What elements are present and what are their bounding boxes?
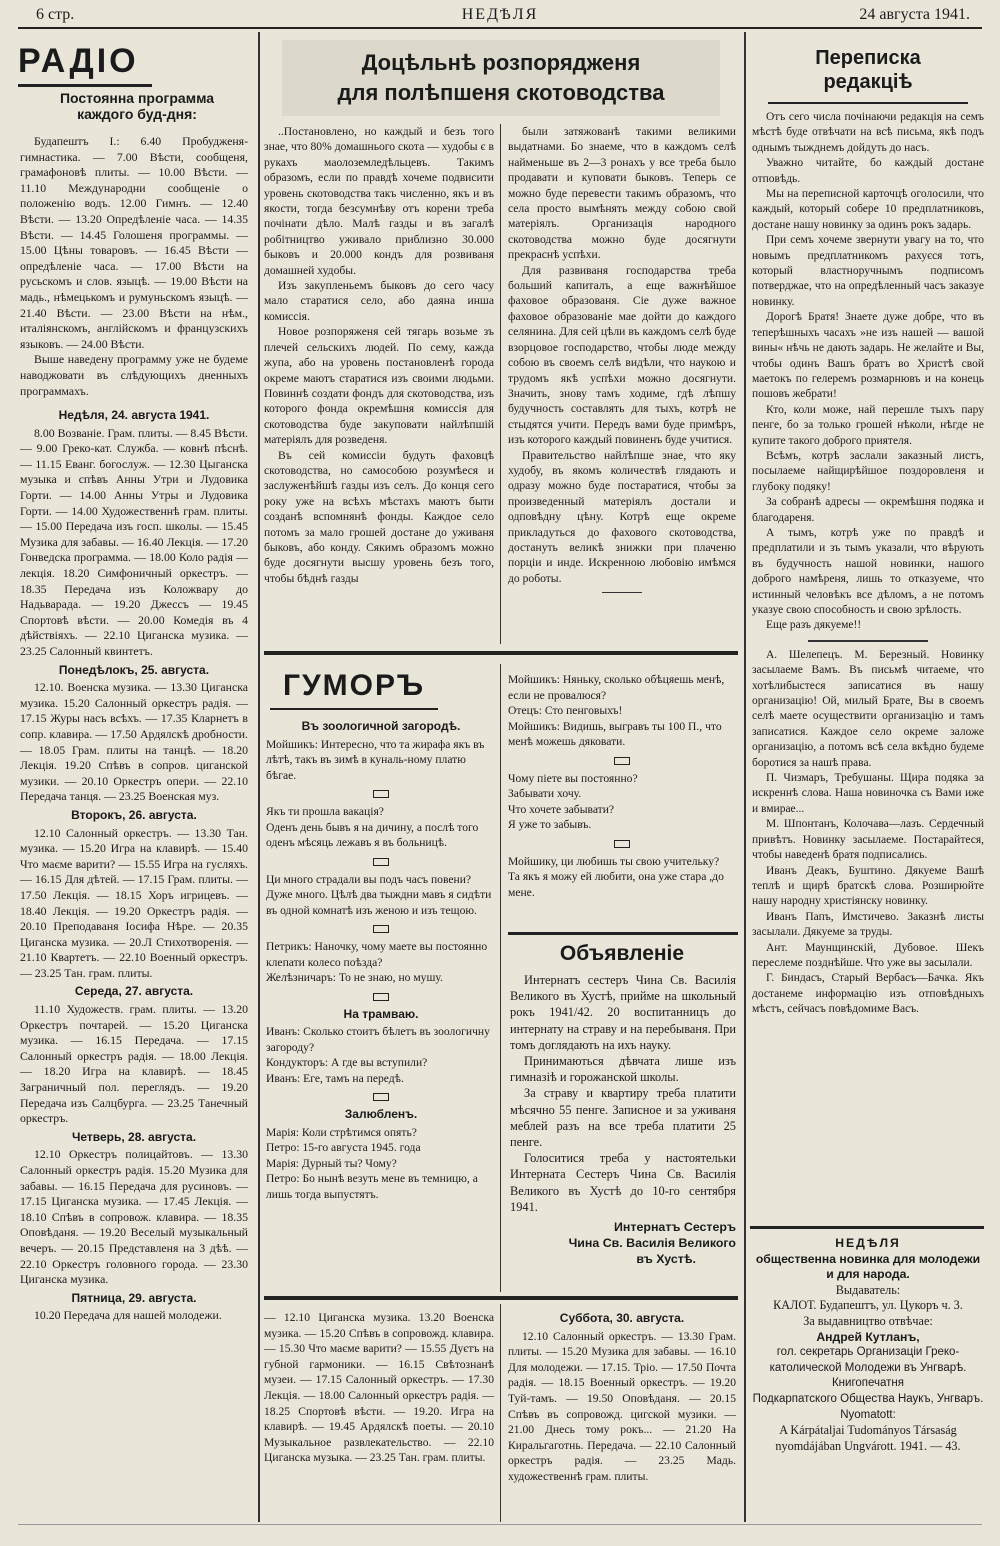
imprint-resp-label: За выдавництво отвѣчае: <box>803 1313 933 1328</box>
humor-title-box <box>270 664 438 710</box>
article-title-box <box>282 40 720 116</box>
humor-line: Якъ ти прошла вакація? <box>266 805 384 818</box>
humor-column-left <box>266 716 496 1202</box>
humor-line: Забывати хочу. <box>508 787 582 800</box>
letters-reply: Г. Биндасъ, Старый Вербасъ—Бачка. Якъ достанеме информацію изъ отповѣдныхъ мѣстъ, сейчасъ повѣдомиме Васъ. <box>752 972 984 1016</box>
radio-subtitle <box>30 90 244 122</box>
radio-subtitle-line1: Постоянна программа <box>59 90 215 106</box>
radio-day-program: 8.00 Возванiе. Грам. плиты. — 8.45 Вѣсти. — 9.00 Греко-кат. Служба. — ковнѣ пѣснѣ. — 11.15 Еванг. богослуж. — 12.30 Цыганска музыка и спѣвъ Анны Утри и Лудовика Горти. — 14.00 Анны Утры и Лудовика Горти. — 14.00 Художественнѣ грам. плиты. — 15.00 Передача изъ госп. школы. — 15.45 Музика для забавы. — 16.40 Лекція. — 17.20 Гонведска программа. — 18.00 Коло радія — лекція. 18.20 Симфоничный оркестръ. — 18.35 Передача изъ Коложвару до Надьварада. — 19.20 Джессъ — 19.45 Спортовѣ вѣсти. — 20.00 Комедія въ 4 дѣйствіяхъ. — 22.10 Циганска музика. — 23.25 Салонный квинтетъ. <box>20 425 248 658</box>
humor-line: Кондукторъ: А где вы вступили? <box>266 1056 428 1069</box>
separator-icon <box>373 790 389 798</box>
letters-paragraph: А тымъ, котрѣ уже по правдѣ и предплатили и зъ тымъ указали, что вѣрують въ будучность нашой новинки, нашого доброго намѣреня, лишь то отказуеме, что истинный человѣкъ все дѣломъ, а не потомъ указуе свою способность и свою зрѣлость. <box>752 526 984 616</box>
radio-continuation-right <box>508 1308 736 1485</box>
letters-paragraph: Мы на переписной карточцѣ оголосили, что каждый, который собере 10 предплатниковъ, достане нашу новинку за одинъ рокъ задарь. <box>752 188 984 231</box>
humor-line: Что хочете забывати? <box>508 802 615 816</box>
article-title-line2: для полѣпшеня скотоводства <box>337 80 665 105</box>
humor-line: Марія: Коли стрѣтимся опять? <box>266 1125 417 1139</box>
radio-title: РАДІО <box>18 42 139 80</box>
page-bottom-edge <box>18 1524 982 1525</box>
page-header <box>18 4 982 26</box>
announcement-paragraph: Голоситися треба у настоятельки Интерната Сестеръ Чина Св. Василія Великого въ Хустѣ до 10-го сентября 1941. <box>510 1151 736 1214</box>
announcement-body <box>510 972 736 1268</box>
humor-line: Дуже много. Цѣлѣ два тыждни мавъ я сидѣти въ одной комнатѣ изъ женою и изъ тещою. <box>266 888 492 917</box>
letters-paragraph: Кто, коли може, най перешле тыхъ пару пенге, бо за только грошей нѣколи, нѣгде не купите такого доброго приятеля. <box>752 403 984 447</box>
article-paragraph: были затяжованѣ такими великими выдатнами. Бо знаеме, что в каждомъ селѣ найменьше въ 2—3 ронахъ у все треба было продавати и куповати быковъ. Теперь се можно буде перевести такимъ образомъ, что села просто вымѣнять между собою свой матеріялъ. Организація народного скотоводства можно буде досягнути прекраснѣ успѣхи. <box>508 125 736 262</box>
imprint-title: НЕДѢЛЯ <box>835 1236 901 1250</box>
humor-line: Иванъ: Сколько стоитъ бѣлетъ въ зоологичну загороду? <box>266 1025 490 1054</box>
letters-reply: П. Чизмаръ, Требушаны. Щира подяка за искреннѣ слова. Наша новиночка съ Вами иже и вмираe... <box>752 772 984 815</box>
imprint-subtitle: общественна новинка для молодежи и для народа. <box>755 1251 981 1282</box>
radio-day-program: 12.10 Салонный оркестръ. — 13.30 Грам. плиты. — 15.20 Музика для забавы. — 16.10 Для молодежи. — 17.15. Тріо. — 17.50 Почта радія. — 18.15 Военный оркестръ. — 19.20 Туй-тамъ. — 19.50 Оповѣданя. — 20.15 Спѣвъ въ сопровожд. цигской музики. — 21.00 Днесь тому рокъ... — 21.20 На Киральгаготнь. Передача. — 22.10 Салонный оркестръ радія. — 23.25 Мадь. художественнѣ грам. плиты. <box>508 1329 736 1483</box>
radio-day-program: 11.10 Художеств. грам. плиты. — 13.20 Оркестръ почтарей. — 15.20 Циганска музика. — 16.15 Передача. — 17.15 Салонный оркестръ радія. — 18.00 Лекція. — 18.20 Игра на клавирѣ. — 18.45 Заграничный пол. переглядъ. — 19.20 Передача изъ Салцбурга. — 23.25 Танечный оркестръ. <box>20 1002 248 1126</box>
imprint-printer-label: Книгопечатня <box>831 1377 905 1390</box>
separator-icon <box>373 1093 389 1101</box>
article-end-rule <box>602 592 642 593</box>
radio-day-title: Четверь, 28. августа. <box>71 1129 197 1144</box>
radio-subtitle-line2: каждого буд-дня: <box>77 106 197 122</box>
letters-reply: М. Шпонтанъ, Колочава—лазъ. Сердечный привѣтъ. Новинку засылаеме. Постарайтеся, чтобы наведенѣ братя подписались. <box>752 818 984 862</box>
humor-line: Петро: 15-го августа 1945. года <box>266 1141 421 1154</box>
announcement-title: Объявленіе <box>559 942 685 965</box>
humor-line: Я уже то забывъ. <box>508 818 592 831</box>
humor-line: Мойшикъ: Интересно, что та жирафа якъ въ лѣтѣ, такъ въ зимѣ в куналь-ному платю бѣгае. <box>266 737 485 782</box>
humor-title: ГУМОРЪ <box>282 669 426 702</box>
letters-paragraph: При семъ хочеме звернути увагу на то, что новымъ предплатникомъ рахуєся тотъ, который властноручнымъ подписомъ потверджае, что на опредѣленный часъ заказуе новинку. <box>752 234 984 308</box>
humor-section-title: Въ зоологичной загородѣ. <box>301 719 461 733</box>
article-paragraph: Правительство найлѣпше знае, что яку худобу, въ якомъ количествѣ глядають и одразу можно буде постаратися, чтобы за произведенный матеріялъ достали и одповѣдну цѣну. Котрѣ еще окреме прикладуться до фахового скотоводства, достануть великѣ знижки при плаченю порціи и инде. Искренною любовію имѣмся до роботы. <box>508 448 736 585</box>
separator-icon <box>373 925 389 933</box>
imprint-nyomatott-label: Nyomatott: <box>840 1408 896 1421</box>
humor-column-divider <box>500 664 501 1292</box>
article-paragraph: ..Постановлено, но каждый и безъ того знае, что 80% домашнього скота — худобы є в рукахъ маолоземледѣльцевъ. Такимъ образомъ, если по правдѣ хочеме подвисити уровень скотоводства такъ численно, якъ и въ якости, тогда безсумнѣву отъ корени треба почінати дѣло. Малѣ газды и въ загалѣ робітництво уживало приблизно 30.000 быковъ и 20.000 кондъ для розвиваня домашней худобы. <box>264 125 494 277</box>
newspaper-title: НЕДѢЛЯ <box>461 6 539 23</box>
imprint-publisher: КАЛОТ. Будапештъ, ул. Цукоръ ч. 3. <box>773 1298 963 1313</box>
radio-title-box <box>18 40 152 87</box>
radio-weekday-note: Выше наведену программу уже не будеме наводжовати въ слѣдующихъ дненныхъ программахъ. <box>20 352 248 398</box>
bottom-column-divider <box>500 1304 501 1522</box>
separator-icon <box>614 840 630 848</box>
column-divider-right <box>744 32 746 1522</box>
announcement-paragraph: За страву и квартиру треба платити мѣсячно 55 пенге. Записное и за уживаня меблей разъ на все треба платити 25 пенге. <box>510 1086 736 1150</box>
page-number: 6 стр. <box>36 6 75 23</box>
article-column-1 <box>264 124 494 586</box>
separator-icon <box>614 757 630 765</box>
letters-reply: Ант. Маунщинскій, Дубовое. Шекъ переслеме позднѣйше. Что уже вы засылали. <box>752 941 984 969</box>
radio-continuation-left <box>264 1310 494 1466</box>
radio-day-title: Середа, 27. августа. <box>74 984 194 999</box>
article-column-divider <box>500 124 501 644</box>
radio-day-program: 12.10 Оркестръ полицайтовъ. — 13.30 Салонный оркестръ радія. 15.20 Музика для забавы. — 16.15 Передача для русиновъ. — 17.15 Циганска музика. — 17.45 Лекція. — 18.10 Спѣвъ в сопровож. клавира. — 18.35 Оповѣданя. — 19.20 Веселый музыкальный вечеръ. — 20.15 Представленя на 3 дѣѣ. — 22.10 Оркестръ головного города. — 23.30 Циганска музика. <box>20 1147 248 1287</box>
separator-icon <box>373 858 389 866</box>
letters-paragraph: Всѣмъ, котрѣ заслали заказный листъ, посылаеме найщирѣйшое поздоровленя и глубоку подяку! <box>752 449 984 493</box>
letters-paragraph: За собранѣ адресы — окремѣшня подяка и благодареня. <box>752 496 984 524</box>
humor-line: Та якъ я можу ей любити, она уже стара ,до мене. <box>508 870 724 899</box>
humor-line: Петро: Бо нынѣ везуть мене въ темницю, а лишь тогда выпустятъ. <box>266 1172 478 1201</box>
letters-title-line1: Переписка <box>815 47 921 69</box>
letters-paragraph: Еще разъ дякуеме!! <box>766 619 862 632</box>
announcement-signature-line2: Чина Св. Василія Великого <box>568 1236 736 1251</box>
humor-line: Петрикъ: Наночку, чому маете вы постоянно клепати колесо поѣзда? <box>266 940 488 969</box>
humor-section-title: На трамваю. <box>343 1006 419 1021</box>
humor-line: Отецъ: Сто пенговыхъ! <box>508 704 623 717</box>
humor-line: Мойшикъ: Няньку, сколько обѣцяешь менѣ, если не провалюся? <box>508 673 725 702</box>
issue-date: 24 августа 1941. <box>859 6 970 23</box>
radio-day-program: — 12.10 Циганска музика. 13.20 Военска музика. — 15.20 Спѣвъ в сопровожд. клавира. — 15.30 Что маєме варити? — 15.55 Дуєтъ на губной гармоники. — 16.15 Свѣтознанѣ музеи. — 17.15 Салонный оркестръ. — 17.30 Лекція. — 18.00 Салонный оркестръ радія. — 18.25 Спортовѣ вѣсти. — 19.20. Игра на клавирѣ. — 19.45 Ардялскѣ поеты. — 20.10 Музыкальное развлекательство. — 22.10 Циганска музыка. — 23.25 Тан. грам. плиты. <box>264 1311 494 1465</box>
article-column-2 <box>508 124 736 599</box>
humor-line: Иванъ: Еге, тамъ на передѣ. <box>266 1071 404 1085</box>
humor-line: Чому піете вы постоянно? <box>508 771 638 785</box>
imprint-printer: Подкарпатского Общества Наукъ, Унгваръ. <box>752 1392 984 1405</box>
article-paragraph: Для развиваня господарства треба больший капиталъ, а еще важнѣйшое фаховое образованя. Сіе дуже важное фаховое образованіе мае дойти до каждого селянина. Для сей цѣли въ каждомъ селѣ буде взорцовое господарство, чтобы люде между собою въ своемъ селѣ видѣли, что наукою и трудомъ якѣ успѣхи можно досягнути. Значить, знову тамъ ходиме, гдѣ лѣпшу будучность составлять для тыхъ, котрѣ не стыдятся учити. Передъ вами буде примѣръ, изъ которого каждый повиненъ буде учитися. <box>508 263 736 447</box>
letters-divider <box>808 640 928 642</box>
announcement-top-rule <box>508 932 738 935</box>
letters-title-rule <box>768 102 968 104</box>
radio-day-title: Недѣля, 24. августа 1941. <box>58 408 210 423</box>
imprint-block <box>752 1236 984 1454</box>
humor-line: Ци много страдали вы подъ часъ повени? <box>266 872 472 886</box>
article-title <box>282 40 720 108</box>
imprint-nyomatott-text: A Kárpátaljai Tudományos Társaság nyomdájában Ungvárott. 1941. — 43. <box>775 1423 961 1453</box>
humor-column-right <box>508 672 736 900</box>
article-paragraph: Новое розпоряженя сей тягарь возьме зъ плечей сельскихъ людей. По сему, кажда жупа, або на уровень постановленѣ города окреме маютъ старатися изъ своими людьми. Повиннѣ создати фондъ для скотоводства, изъ которого фонда окремѣшня комиссія для скотоводства буде закуповати найлѣпшій матеріялъ для розведеня. <box>264 325 494 447</box>
imprint-resp-role: гол. секретарь Организаціи Греко-католической Молодежи въ Унгварѣ. <box>769 1346 967 1374</box>
bottom-center-rule <box>264 1296 738 1300</box>
letters-reply: Иванъ Папъ, Имстичево. Заказнѣ листы засылали. Дякуеме за труды. <box>752 910 984 939</box>
article-title-line1: Доцѣльнѣ розпорядженя <box>361 50 641 75</box>
radio-weekday-program: Будапештъ I.: 6.40 Пробудженя-гимнастика. — 7.00 Вѣсти, сообщеня, грамафоновѣ плиты. — 10.00 Вѣсти. — 11.10 Международни сообщенiе о положенiю водъ. 12.00 Гимнъ. — 12.40 Вѣсти. — 13.20 Опредѣленiе часа. — 14.35 Вѣсти. — 14.45 Голошеня программы. — 15.00 Цѣны товаровъ. — 16.45 Вѣсти — опредѣленiе часа. — 17.00 Вѣсти на русьскомъ и слов. языцѣ. — 19.00 Вѣсти на мадь., нѣмецькомъ и румуньскомъ языцѣ. — 21.40 Вѣсти. — 23.00 Вѣсти на нѣм., италiянскомъ, англiйскомъ и французскихъ языковъ. — 24.00 Вѣсти. <box>20 134 248 351</box>
letters-reply: А. Шелепецъ. М. Березный. Новинку засылаеме Вамъ. Въ письмѣ читаеме, что хотѣлибыстеся записатися въ нашу организацію! Ой, милый Брате, Вы в своемъ селѣ маете осуществити организацію и тамъ записатися. Каждое село окреме заложе организацію, а потомъ всѣ села вкѣдно будеме боротися за нашѣ права. <box>752 648 984 769</box>
letters-column <box>752 110 984 1018</box>
humor-line: Марія: Дурный ты? Чому? <box>266 1156 397 1170</box>
announcement-signature-line3: въ Хустѣ. <box>636 1252 696 1267</box>
announcement-signature-line1: Интернатъ Сестеръ <box>614 1220 736 1235</box>
humor-line: Мойшику, ци любишь ты свою учительку? <box>508 854 720 868</box>
radio-day-title: Суббота, 30. августа. <box>559 1311 685 1325</box>
humor-section-title: Залюбленъ. <box>344 1107 418 1121</box>
separator-icon <box>373 993 389 1001</box>
letters-paragraph: Уважно читайте, бо каждый достане отповѣдь. <box>752 157 984 185</box>
radio-day-title: Второкъ, 26. августа. <box>71 807 197 822</box>
radio-day-program: 12.10. Военска музика. — 13.30 Циганска музика. 15.20 Салонный оркестръ радія. — 17.15 Журы насъ всѣхъ. — 17.35 Кларнетъ в сопр. клавира. — 17.50 Ардялскѣ дробности. — 18.05 Грам. плиты на танцѣ. — 18.20 Лекція. 19.20 Спѣвъ в сопров. циганской музики. — 20.10 Оркестръ опери. — 22.10 Передача танця. — 23.25 Военская муз. <box>20 680 248 804</box>
radio-day-program: 12.10 Салонный оркестръ. — 13.30 Тан. музика. — 15.20 Игра на клавирѣ. — 15.40 Что маєме варити? — 15.55 Игра на гусляхъ. — 16.15 Для дѣтей. — 17.15 Грам. плиты. — 17.50 Лекція. — 18.15 Хоръ игрицевъ. — 18.40 Лекція. — 19.20 Оркестръ радія. — 20.10 Преподаваня Іосифа Нѣре. — 20.35 Циганска музика. — 20.Л Стихотворенія. — 21.10 Квартетъ. — 22.10 Военный оркестръ. — 23.25 Тан. грам. плиты. <box>20 825 248 980</box>
letters-title <box>752 46 984 94</box>
article-paragraph: Въ сей комиссіи будуть фаховцѣ скотоводства, но самособою розумѣеся и заслуженѣйшѣ газды изъ селъ. До конця сего року уже на всѣхъ мѣстахъ маютъ быти созданѣ вспомнянѣ фонды. Каждое село потомъ за мало грошей достане до уживаня быковъ, або конду. Сякимъ образомъ можно буде досягнути высшу уровень безъ того, чтобы бѣднѣ газды <box>264 448 494 585</box>
humor-line: Желѣзничаръ: То не знаю, но мушу. <box>266 971 443 984</box>
letters-paragraph: Отъ сего числа почінаючи редакція на семъ мѣстѣ буде отвѣчати на всѣ письма, якѣ подъ однымъ тыжднемъ дойдуть до насъ. <box>752 111 984 154</box>
announcement-paragraph: Интернатъ сестеръ Чина Св. Василія Великого въ Хустѣ, прийме на школьный рокъ 1941/42. 20 воспитанницъ до интернату на страву и на перебываня. При томъ доглядають на ихъ науку. <box>510 973 736 1052</box>
humor-line: Мойшикъ: Видишь, выгравъ ты 100 П., что менѣ можешь дяковати. <box>508 719 722 748</box>
announcement-paragraph: Принимаються дѣвчата лише изъ гимназіѣ и горожанской школы. <box>510 1054 736 1085</box>
letters-paragraph: Дорогѣ Братя! Знаете дуже добре, что въ теперѣшныхъ часахъ »не изъ нашей — вашой вины« нѣчь не дають задарь. Не желайте и Вы, чтобы одинъ Вашъ братъ во Христѣ свой маетокъ по гелеремъ розмарнювъ и на конець пошовъ жебрати! <box>752 311 984 401</box>
imprint-top-rule <box>750 1226 984 1229</box>
radio-day-title: Понедѣлокъ, 25. августа. <box>58 662 210 677</box>
imprint-publisher-label: Выдаватель: <box>835 1282 901 1297</box>
letters-title-line2: редакціѣ <box>823 71 913 93</box>
column-divider-left <box>258 32 260 1522</box>
radio-day-title: Пятница, 29. августа. <box>71 1290 197 1305</box>
radio-day-program: 10.20 Передача для нашей молодежи. <box>34 1308 222 1323</box>
radio-column <box>20 134 248 1324</box>
article-paragraph: Изъ закупленьемъ быковъ до сего часу мало старатися село, або даяна инша комиссія. <box>264 279 494 323</box>
imprint-resp-name: Андрей Кутланъ, <box>816 1329 920 1344</box>
header-rule <box>18 27 982 29</box>
humor-top-rule <box>264 651 738 655</box>
letters-reply: Иванъ Деакъ, Буштино. Дякуеме Вашѣ теплѣ и щирѣ братскѣ слова. Розширюйте нашу народну христіянску новинку. <box>752 864 984 908</box>
humor-line: Оденъ день бывъ я на дичину, а послѣ того оденъ мѣсяць лежавъ я въ больницѣ. <box>266 820 479 849</box>
